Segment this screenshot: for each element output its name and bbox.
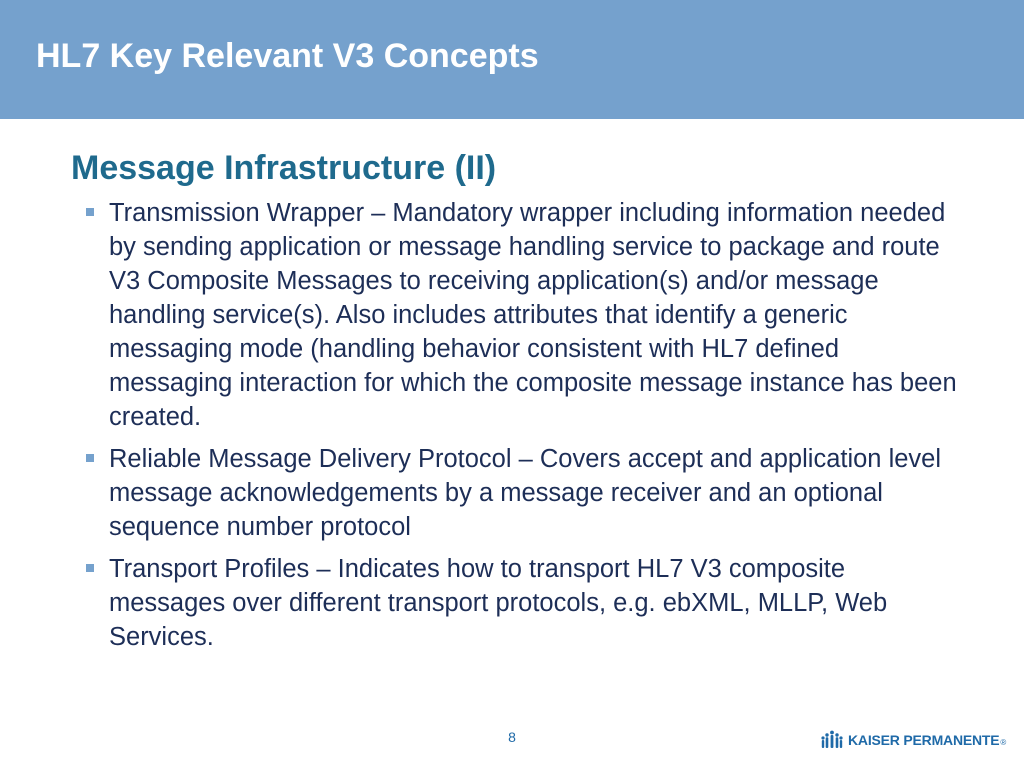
bullet-text: Transport Profiles – Indicates how to transport HL7 V3 composite messages over different transport protocols, e.g. ebXML, MLLP, Web Services. — [109, 555, 888, 651]
kaiser-permanente-people-logo-icon — [820, 729, 844, 751]
page-number: 8 — [508, 729, 516, 745]
logo-text: KAISER PERMANENTE — [848, 732, 1000, 748]
square-bullet-icon — [86, 208, 94, 216]
bullet-item — [0, 552, 1024, 654]
square-bullet-icon — [86, 454, 94, 462]
square-bullet-icon — [86, 564, 94, 572]
bullet-item — [0, 196, 1024, 434]
registered-mark: ® — [1000, 738, 1007, 747]
bullet-text: Reliable Message Delivery Protocol – Covers accept and application level message acknowledgements by a message receiver and an optional sequence number protocol — [109, 445, 942, 541]
bullet-item — [0, 442, 1024, 544]
bullet-text: Transmission Wrapper – Mandatory wrapper including information needed by sending application or message handling service to package and route V3 Composite Messages to receiving application(s) and/or message handling service(s). Also includes attributes that identify a generic messaging mode (handling behavior consistent with HL7 defined messaging interaction for which the composite message instance has been created. — [109, 199, 957, 431]
slide-title: HL7 Key Relevant V3 Concepts — [36, 37, 539, 75]
kaiser-permanente-logo — [820, 728, 1007, 752]
section-heading: Message Infrastructure (II) — [71, 149, 497, 187]
bullet-list — [0, 196, 1024, 662]
